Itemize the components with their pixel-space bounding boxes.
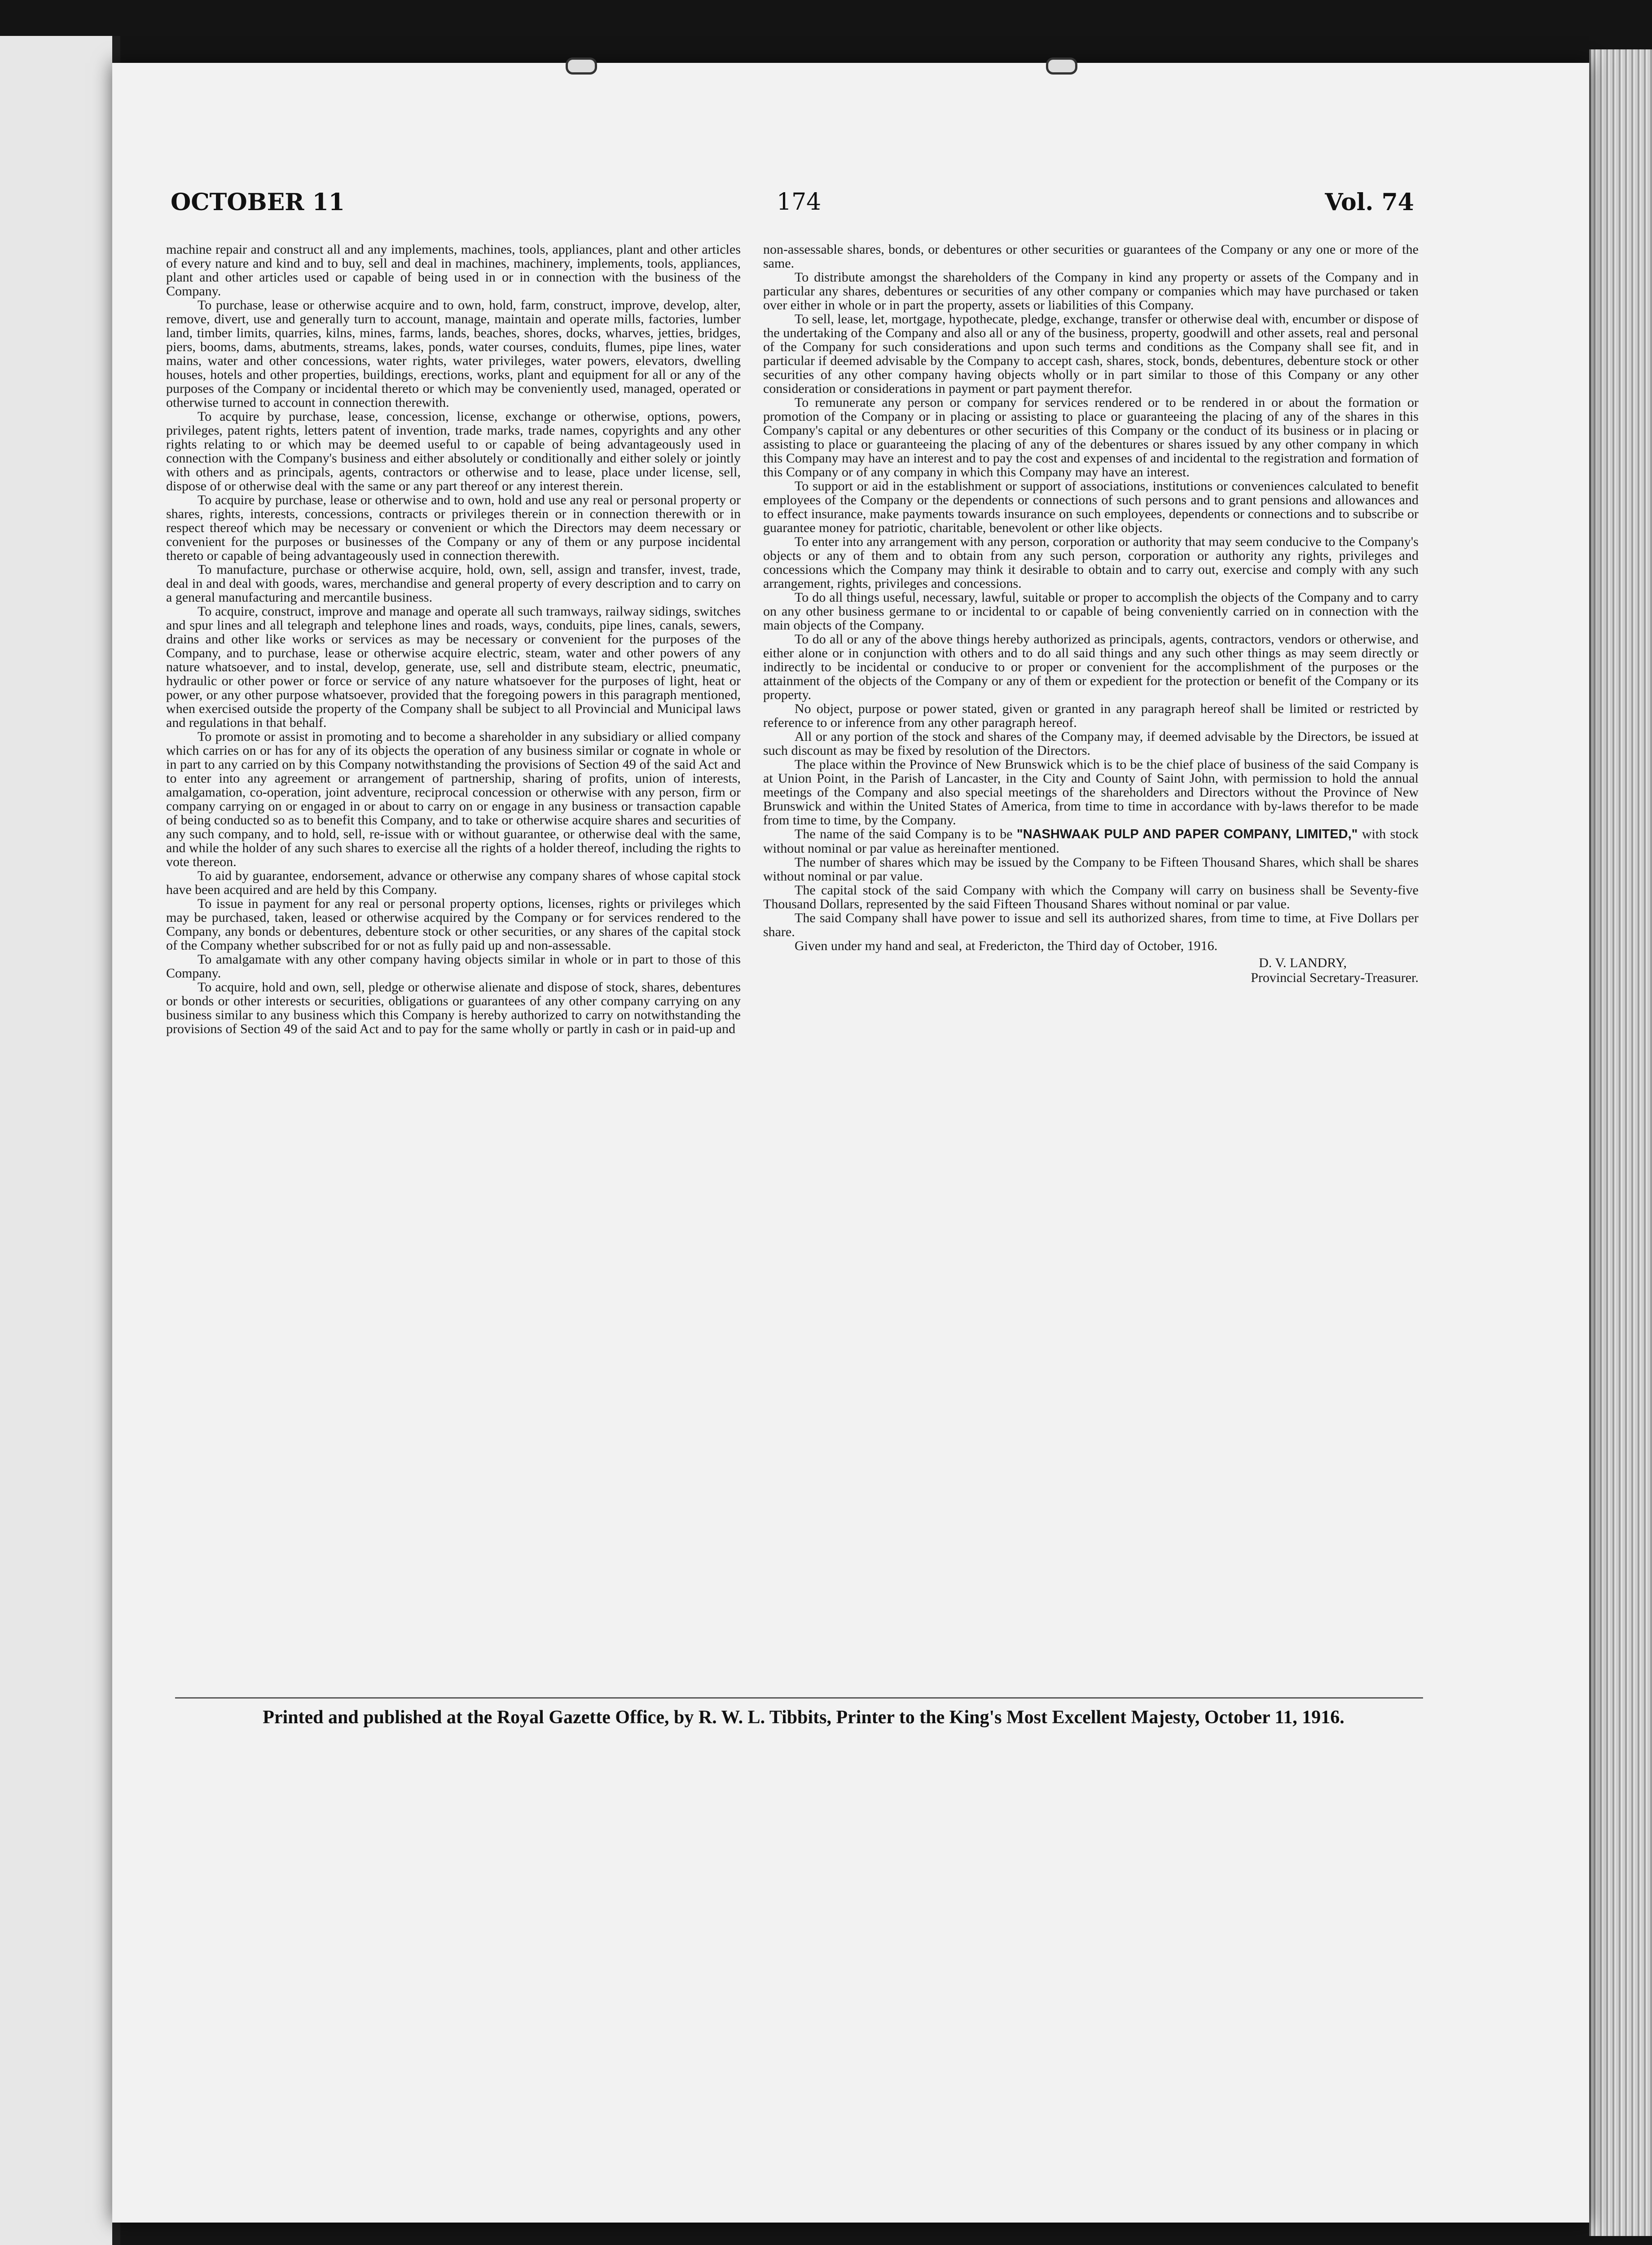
name-trail-text: with stock without nominal or par value as hereinafter mentioned. — [763, 827, 1419, 856]
volume-number: Vol. 74 — [1325, 189, 1414, 216]
paragraph: To acquire, hold and own, sell, pledge or otherwise alienate and dispose of stock, shares, debentures or bonds or other interests or securities, obligations or guarantees of any other company carrying on any business similar to any business which this Company is hereby authorized to carry on notwithstanding the provisions of Section 49 of the said Act and to pay for the same wholly or partly in cash or in paid-up and — [166, 980, 741, 1036]
right-column — [763, 242, 1419, 985]
paragraph: All or any portion of the stock and shares of the Company may, if deemed advisable by the Directors, be issued at such discount as may be fixed by resolution of the Directors. — [763, 729, 1419, 758]
paragraph: To purchase, lease or otherwise acquire and to own, hold, farm, construct, improve, develop, alter, remove, divert, use and generally turn to account, manage, maintain and operate mills, factories, lumber land, timber limits, quarries, kilns, mines, farms, lands, beaches, shores, docks, wharves, jetties, bridges, piers, booms, dams, abutments, streams, lakes, ponds, water courses, conduits, flumes, pipe lines, water mains, water and other concessions, water rights, water privileges, water powers, elevators, dwelling houses, hotels and other properties, buildings, erections, works, plant and equipment for all or any of the purposes of the Company or incidental thereto or which may be conveniently used, managed, operated or otherwise turned to account in connection therewith. — [166, 298, 741, 410]
issue-date: OCTOBER 11 — [171, 189, 345, 216]
left-column — [166, 242, 741, 1036]
paragraph: To distribute amongst the shareholders of the Company in kind any property or assets of the Company and in particular any shares, debentures or securities of any other company or companies which may have purchased or taken over either in whole or in part the property, assets or liabilities of this Company. — [763, 270, 1419, 313]
page-header — [171, 189, 1414, 224]
paragraph: To aid by guarantee, endorsement, advance or otherwise any company shares of whose capital stock have been acquired and are held by this Company. — [166, 868, 741, 897]
paragraph: To enter into any arrangement with any person, corporation or authority that may seem conducive to the Company's objects or any of them and to obtain from any such person, corporation or authority any rights, privileges and concessions which the Company may think it desirable to obtain and to carry out, exercise and comply with any such arrangement, rights, privileges and concessions. — [763, 534, 1419, 591]
paragraph: To sell, lease, let, mortgage, hypothecate, pledge, exchange, transfer or otherwise deal with, encumber or dispose of the undertaking of the Company and also all or any of the business, property, goodwill and other assets, real and personal of the Company for such considerations and upon such terms and conditions as the Company shall see fit, and in particular if deemed advisable by the Company to accept cash, shares, stock, bonds, debentures, debenture stock or other securities of any other company having objects wholly or in part similar to those of this Company or any other consideration or considerations in payment or part payment therefor. — [763, 312, 1419, 396]
footer-rule — [175, 1697, 1423, 1699]
paragraph: To acquire by purchase, lease or otherwise and to own, hold and use any real or personal property or shares, rights, interests, concessions, contracts or privileges therein or in connection therewith or in respect thereof which may be necessary or convenient or which the Directors may deem necessary or convenient for the purposes or businesses of the Company or any of them or any purpose incidental thereto or capable of being advantageously used in connection therewith. — [166, 493, 741, 563]
paragraph: machine repair and construct all and any implements, machines, tools, appliances, plant and other articles of every nature and kind and to buy, sell and deal in machines, machinery, implements, tools, appliances, plant and other articles used or capable of being used in or in connection with the business of the Company. — [166, 242, 741, 299]
company-name-paragraph — [763, 827, 1419, 855]
paragraph: To remunerate any person or company for services rendered or to be rendered in or about the formation or promotion of the Company or in placing or assisting to place or guaranteeing the placing of any of the shares in this Company's capital or any debentures or other securities of this Company or the conduct of its business or in placing or assisting to place or guaranteeing the placing of any of the debentures or shares issued by any other company in which this Company may have an interest and to pay the cost and expenses of and incidental to the registration and formation of this Company or of any company in which this Company may have an interest. — [763, 395, 1419, 480]
gazette-page — [112, 63, 1589, 2223]
paragraph: The capital stock of the said Company with which the Company will carry on business shall be Seventy-five Thousand Dollars, represented by the said Fifteen Thousand Shares without nominal or par value. — [763, 883, 1419, 911]
binding-clip — [1046, 57, 1077, 75]
paragraph: To do all or any of the above things hereby authorized as principals, agents, contractors, vendors or otherwise, and either alone or in conjunction with others and to do all said things and any such other things as may seem directly or indirectly to be incidental or conducive to or proper or convenient for the accomplishment of the purposes or the attainment of the objects of the Company or any of them or expedient for the protection or benefit of the Company or its property. — [763, 632, 1419, 702]
signatory-name: D. V. LANDRY, — [1259, 955, 1347, 970]
printer-imprint: Printed and published at the Royal Gazette Office, by R. W. L. Tibbits, Printer to the King's Most Excellent Majesty, October 11, 1916. — [263, 1707, 1344, 1728]
paragraph: To do all things useful, necessary, lawful, suitable or proper to accomplish the objects of the Company and to carry on any other business germane to or incidental to or capable of being conveniently carried on in connection with the main objects of the Company. — [763, 590, 1419, 633]
signatory-title: Provincial Secretary-Treasurer. — [1251, 970, 1419, 985]
paragraph: To amalgamate with any other company having objects similar in whole or in part to those of this Company. — [166, 952, 741, 981]
binding-clip — [566, 57, 597, 75]
adjacent-page-edge — [0, 36, 120, 2245]
paragraph: To issue in payment for any real or personal property options, licenses, rights or privileges which may be purchased, taken, leased or otherwise acquired by the Company or for services rendered to the Company, any bonds or debentures, debenture stock or other securities, or any shares of the capital stock of the Company whether subscribed for or not as fully paid up and non-assessable. — [166, 896, 741, 953]
book-page-stack — [1589, 49, 1652, 2236]
paragraph: non-assessable shares, bonds, or debentures or other securities or guarantees of the Company or any one or more of the same. — [763, 242, 1419, 271]
paragraph: To support or aid in the establishment or support of associations, institutions or conveniences calculated to benefit employees of the Company or the dependents or connections of such persons and to grant pensions and allowances and to effect insurance, make payments towards insurance on such employees, dependents or connections and to subscribe or guarantee money for patriotic, charitable, benevolent or other like objects. — [763, 479, 1419, 535]
signature-block — [763, 955, 1419, 985]
paragraph: The said Company shall have power to issue and sell its authorized shares, from time to time, at Five Dollars per share. — [763, 911, 1419, 939]
paragraph: No object, purpose or power stated, given or granted in any paragraph hereof shall be limited or restricted by reference to or inference from any other paragraph hereof. — [763, 701, 1419, 730]
name-lead-text: The name of the said Company is to be — [795, 827, 1017, 841]
given-under-hand: Given under my hand and seal, at Fredericton, the Third day of October, 1916. — [795, 938, 1218, 953]
paragraph: The number of shares which may be issued by the Company to be Fifteen Thousand Shares, which shall be shares without nominal or par value. — [763, 855, 1419, 884]
page-number: 174 — [777, 189, 822, 216]
paragraph: To promote or assist in promoting and to become a shareholder in any subsidiary or allied company which carries on or has for any of its objects the operation of any business similar or cognate in whole or in part to any carried on by this Company notwithstanding the provisions of Section 49 of the said Act and to enter into any agreement or arrangement of partnership, sharing of profits, union of interests, amalgamation, co-operation, joint adventure, reciprocal concession or otherwise with any person, firm or company carrying on or engaged in or about to carry on or engage in any business or transaction capable of being conducted so as to benefit this Company, and to take or otherwise acquire shares and securities of any such company, and to hold, sell, re-issue with or without guarantee, or otherwise deal with the same, and while the holder of any such shares to exercise all the rights of a holder thereof, including the rights to vote thereon. — [166, 729, 741, 869]
paragraph: The place within the Province of New Brunswick which is to be the chief place of business of the said Company is at Union Point, in the Parish of Lancaster, in the City and County of Saint John, with permission to hold the annual meetings of the Company and also special meetings of the shareholders and Directors without the Province of New Brunswick and within the United States of America, from time to time in accordance with by-laws therefor to be made from time to time, by the Company. — [763, 757, 1419, 828]
paragraph: To acquire by purchase, lease, concession, license, exchange or otherwise, options, powers, privileges, patent rights, letters patent of invention, trade marks, trade names, copyrights and any other rights relating to or which may be deemed useful to or capable of being advantageously used in connection with the Company's business and either absolutely or conditionally and either solely or jointly with others and as principals, agents, contractors or otherwise and to lease, place under license, sell, dispose of or otherwise deal with the same or any part thereof or any interest therein. — [166, 409, 741, 493]
paragraph: To manufacture, purchase or otherwise acquire, hold, own, sell, assign and transfer, invest, trade, deal in and deal with goods, wares, merchandise and general property of every description and to carry on a general manufacturing and mercantile business. — [166, 562, 741, 605]
paragraph: To acquire, construct, improve and manage and operate all such tramways, railway sidings, switches and spur lines and all telegraph and telephone lines and roads, ways, conduits, pipe lines, canals, sewers, drains and other like works or services as may be necessary or convenient for the purposes of the Company, and to purchase, lease or otherwise acquire electric, steam, water and other powers of any nature whatsoever, and to instal, develop, generate, use, sell and distribute steam, electric, pneumatic, hydraulic or other power or force or service of any nature whatsoever for the purposes of light, heat or power, or any other purpose whatsoever, provided that the foregoing powers in this paragraph mentioned, when exercised outside the property of the Company shall be subject to all Provincial and Municipal laws and regulations in that behalf. — [166, 604, 741, 730]
company-name: "NASHWAAK PULP AND PAPER COMPANY, LIMITED," — [1016, 827, 1358, 841]
